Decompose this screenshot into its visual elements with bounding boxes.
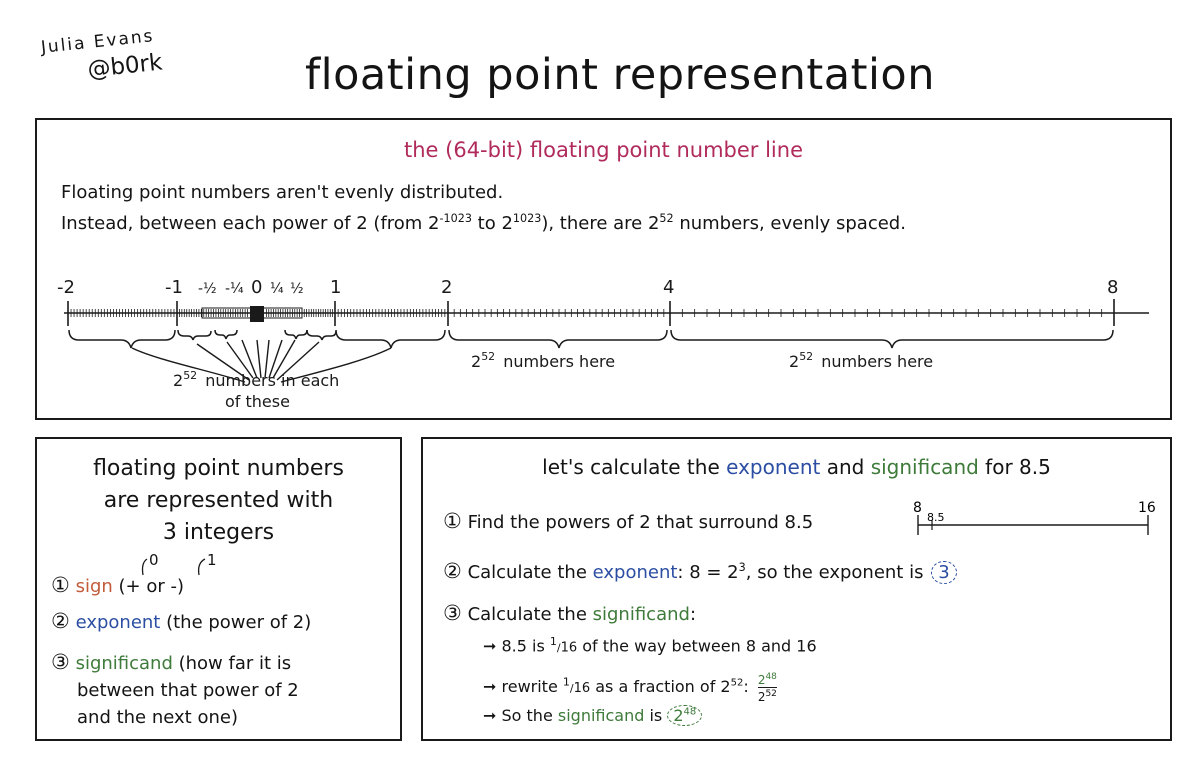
arrow-icon: ➞ — [483, 677, 497, 696]
step-2-text: Calculate the — [467, 562, 593, 583]
calc-heading-exponent: exponent — [726, 455, 821, 479]
intro-exp-count: 52 — [659, 212, 674, 225]
brace-1-2 — [336, 330, 445, 348]
tick-label-4: 4 — [663, 277, 675, 298]
brace-4-8 — [671, 330, 1113, 348]
bullet-1-numerator: 1 — [549, 635, 557, 648]
step-2-text: , so the exponent is — [745, 562, 930, 583]
marker-1: ① — [51, 573, 70, 597]
annotation-small-line2: of these — [225, 392, 290, 411]
annotation-exp: 52 — [799, 350, 814, 363]
significand-label: significand — [75, 653, 173, 674]
brace-small-1 — [178, 330, 211, 340]
integers-heading-line: 3 integers — [162, 520, 275, 545]
step-1-marker: ① — [443, 509, 462, 533]
tick-label-neg-quarter: -¼ — [225, 281, 244, 297]
intro-exp-min: -1023 — [439, 212, 472, 225]
bullet-2-text: : — [743, 677, 749, 696]
significand-rest: (how far it is — [172, 653, 292, 674]
tick-label-half: ½ — [290, 281, 304, 297]
tick-label-neg-half: -½ — [198, 281, 217, 297]
brace-small-3 — [285, 330, 307, 339]
marker-2: ② — [51, 609, 70, 633]
intro-text: Instead, between each power of 2 (from 2 — [61, 213, 440, 234]
interval-braces — [69, 330, 1113, 348]
fraction-num-base: 2 — [757, 673, 766, 687]
tick-label-1: 1 — [330, 277, 342, 298]
mini-label-16: 16 — [1138, 500, 1156, 516]
sign-zero-note: 0 — [149, 551, 159, 569]
exponent-label: exponent — [75, 612, 161, 633]
answer-exp: 48 — [683, 706, 697, 718]
annotation-small-exp: 52 — [183, 369, 198, 382]
bullet-2: ➞ rewrite $^1$/16 as a fraction of $2^{52}$: $\frac{2^{48}}{2^{52}}$ — [483, 672, 777, 704]
intro-exp-max: 1023 — [512, 212, 542, 225]
brace-neg2-neg1 — [69, 330, 175, 348]
intro-text: to 2 — [471, 213, 513, 234]
tick-label-8: 8 — [1107, 277, 1119, 298]
bullet-1-text: 8.5 is — [501, 636, 550, 656]
marker-3: ③ — [51, 650, 70, 674]
number-line-diagram — [37, 120, 1170, 418]
intro-line-1: Floating point numbers aren't evenly distributed. — [61, 182, 504, 203]
tick-label-quarter: ¼ — [270, 281, 284, 297]
bullet-1: ➞ 8.5 is $^1$/16 of the way between 8 and 16 — [483, 635, 817, 656]
bullet-1-text: of the way between 8 and 16 — [577, 636, 817, 656]
arrow-icon: ➞ — [483, 636, 497, 656]
integers-panel — [35, 437, 402, 741]
number-line-panel — [35, 118, 1172, 420]
mini-label-8: 8 — [913, 500, 922, 516]
bullet-2-numerator: 1 — [562, 675, 570, 689]
integers-heading-line: floating point numbers — [93, 456, 344, 481]
step-3-text: : — [689, 604, 697, 625]
annotation-4-8 — [789, 350, 933, 371]
bullet-2-fraction — [758, 671, 777, 704]
bullet-2-power: 52 — [730, 677, 744, 689]
calc-heading-text: for 8.5 — [978, 455, 1051, 479]
annotation-2-4 — [471, 350, 615, 371]
calc-heading — [423, 455, 1170, 479]
page-title: floating point representation — [305, 50, 935, 100]
bullet-3-text: is — [644, 706, 668, 725]
annotation-text: numbers here — [503, 352, 616, 371]
step-2-exponent: exponent — [592, 562, 678, 583]
tick-label-2: 2 — [441, 277, 453, 298]
step-1-text: Find the powers of 2 that surround 8.5 — [467, 512, 814, 533]
integer-item-sign — [51, 573, 184, 597]
calc-heading-text: and — [820, 455, 871, 479]
mini-label-8-5: 8.5 — [927, 511, 945, 524]
tick-label-neg1: -1 — [165, 277, 183, 298]
calc-heading-significand: significand — [870, 455, 979, 479]
mini-number-line — [908, 499, 1158, 543]
step-3-marker: ③ — [443, 601, 462, 625]
author-handle: @b0rk — [86, 49, 164, 84]
annotation-base: 2 — [789, 352, 800, 371]
bullet-3-significand: significand — [557, 706, 645, 725]
integers-heading-line: are represented with — [103, 488, 334, 513]
bullet-3 — [483, 705, 702, 726]
calculation-panel — [421, 437, 1172, 741]
sign-one-note: 1 — [207, 551, 217, 569]
exponent-rest: (the power of 2) — [160, 612, 312, 633]
answer-base: 2 — [673, 706, 684, 725]
bullet-3-answer — [667, 705, 702, 726]
annotation-small-line1 — [173, 369, 339, 390]
annotation-base: 2 — [471, 352, 482, 371]
intro-text: ), there are 2 — [541, 213, 660, 234]
annotation-text: numbers here — [821, 352, 934, 371]
brace-small-2 — [215, 330, 237, 339]
step-2-answer: 3 — [931, 561, 956, 584]
sign-label: sign — [75, 576, 113, 597]
intro-text: numbers, evenly spaced. — [673, 213, 906, 234]
significand-rest-line: between that power of 2 — [77, 680, 299, 701]
annotation-exp: 52 — [481, 350, 496, 363]
integer-item-significand — [51, 649, 299, 731]
brace-2-4 — [449, 330, 667, 348]
annotation-small-base: 2 — [173, 371, 184, 390]
integer-item-exponent — [51, 609, 311, 633]
bullet-2-text: rewrite — [501, 677, 563, 696]
fraction-den-base: 2 — [757, 690, 766, 704]
author-name: Julia Evans — [40, 26, 156, 58]
bullet-2-text: as a fraction of 2 — [590, 677, 731, 696]
sign-rest: (+ or -) — [112, 576, 184, 597]
tick-label-zero: 0 — [251, 277, 263, 298]
fraction-num-exp: 48 — [765, 672, 777, 682]
step-2-power: 3 — [738, 561, 746, 574]
step-2-text: : 8 = 2 — [677, 562, 739, 583]
tick-label-neg2: -2 — [57, 277, 75, 298]
number-line-heading: the (64-bit) floating point number line — [404, 138, 803, 162]
author-signature — [40, 22, 194, 87]
bullet-1-denominator: 16 — [560, 640, 578, 656]
significand-rest-line: and the next one) — [77, 707, 238, 728]
fraction-den-exp: 52 — [765, 689, 777, 699]
calc-heading-text: let's calculate the — [542, 455, 727, 479]
step-3 — [443, 601, 696, 625]
step-3-text: Calculate the — [467, 604, 593, 625]
step-2 — [443, 559, 957, 584]
integers-heading — [37, 453, 400, 549]
brace-small-4 — [307, 330, 336, 340]
bullet-2-denominator: 16 — [573, 681, 591, 696]
arrow-icon: ➞ — [483, 706, 497, 725]
annotation-small-text: numbers in each — [205, 371, 340, 390]
step-2-marker: ② — [443, 559, 462, 583]
step-1 — [443, 509, 813, 533]
step-3-significand: significand — [592, 604, 690, 625]
bullet-3-text: So the — [501, 706, 558, 725]
